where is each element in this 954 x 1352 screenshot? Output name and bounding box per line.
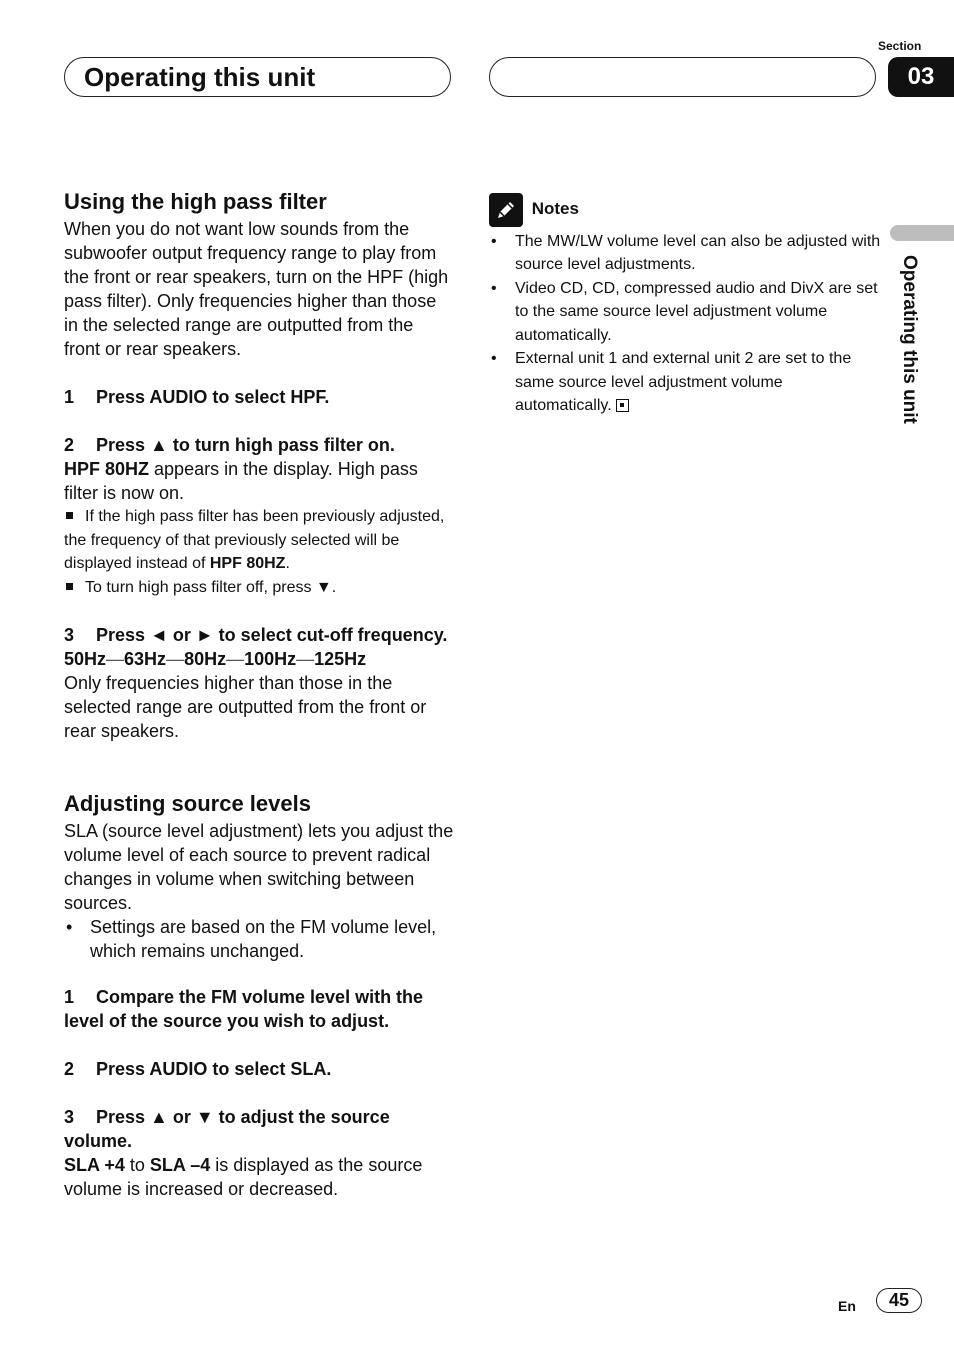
- hpf-intro: When you do not want low sounds from the subwoofer output frequency range to play from the front or rear speakers, turn on the HPF (high pass filter). Only frequencies higher than those in the selected range are outputted from the front or rear speakers.: [64, 219, 449, 359]
- step-text: Press AUDIO to select SLA.: [96, 1059, 332, 1079]
- notes-block: [489, 192, 881, 418]
- page-number: 45: [876, 1288, 922, 1313]
- bullet-icon: •: [491, 232, 497, 250]
- frequency-list: 50Hz—63Hz—80Hz—100Hz—125Hz: [64, 649, 367, 669]
- section-label: Section: [878, 39, 922, 53]
- hpf-heading: Using the high pass filter: [64, 189, 327, 214]
- left-column: [64, 187, 454, 1201]
- notes-header: [489, 192, 881, 227]
- hpf-step-2: [64, 433, 454, 457]
- step-number: 3: [64, 1107, 75, 1127]
- side-tab: [890, 225, 954, 241]
- sla-heading: Adjusting source levels: [64, 791, 311, 816]
- step-text: Press ▲ or ▼ to adjust the source volume.: [64, 1107, 390, 1151]
- hpf-step-2-note-2: To turn high pass filter off, press ▼.: [64, 576, 454, 600]
- note-item: • External unit 1 and external unit 2 are set to the same source level adjustment volume automatically.: [489, 347, 881, 418]
- sla-step-1: [64, 985, 454, 1033]
- language-label: En: [838, 1298, 856, 1314]
- step-number: 2: [64, 1059, 75, 1079]
- note-item: • The MW/LW volume level can also be adjusted with source level adjustments.: [489, 230, 881, 277]
- header-empty-box: [489, 57, 876, 97]
- step-number: 3: [64, 625, 75, 645]
- sla-bullet: • Settings are based on the FM volume level, which remains unchanged.: [66, 917, 437, 961]
- square-bullet-icon: [66, 583, 73, 590]
- pencil-note-icon: [489, 193, 523, 227]
- step-number: 1: [64, 987, 75, 1007]
- hpf-step-2-note-1: If the high pass filter has been previously adjusted, the frequency of that previously selected will be displayed instead of HPF 80HZ.: [64, 508, 445, 572]
- bullet-icon: •: [66, 917, 73, 937]
- square-bullet-icon: [66, 512, 73, 519]
- section-number: 03: [888, 57, 954, 97]
- hpf-step-2-desc: HPF 80HZ appears in the display. High pass filter is now on.: [64, 459, 418, 503]
- sla-step-3: [64, 1105, 454, 1153]
- sla-step-2: [64, 1057, 454, 1081]
- step-number: 1: [64, 387, 75, 407]
- hpf-step-1: [64, 385, 454, 409]
- step-text: Compare the FM volume level with the level of the source you wish to adjust.: [64, 987, 424, 1031]
- bullet-icon: •: [491, 279, 497, 297]
- hpf-step-3: [64, 623, 454, 647]
- bullet-icon: •: [491, 350, 497, 368]
- step-text: Press AUDIO to select HPF.: [96, 387, 330, 407]
- notes-title: Notes: [531, 199, 579, 218]
- step-number: 2: [64, 435, 75, 455]
- end-mark-icon: [616, 399, 629, 412]
- hpf-step-3-desc: Only frequencies higher than those in the selected range are outputted from the front or rear speakers.: [64, 673, 427, 741]
- step-text: Press ▲ to turn high pass filter on.: [96, 435, 395, 455]
- step-text: Press ◄ or ► to select cut-off frequency.: [96, 625, 448, 645]
- display-text: HPF 80HZ: [64, 459, 150, 479]
- side-tab-label: Operating this unit: [899, 255, 920, 424]
- note-item: • Video CD, CD, compressed audio and DivX are set to the same source level adjustment volume automatically.: [489, 277, 881, 348]
- sla-intro: SLA (source level adjustment) lets you adjust the volume level of each source to prevent radical changes in volume when switching between sources.: [64, 821, 454, 913]
- sla-step-3-desc: SLA +4 to SLA –4 is displayed as the source volume is increased or decreased.: [64, 1155, 423, 1199]
- chapter-title: Operating this unit: [84, 62, 316, 92]
